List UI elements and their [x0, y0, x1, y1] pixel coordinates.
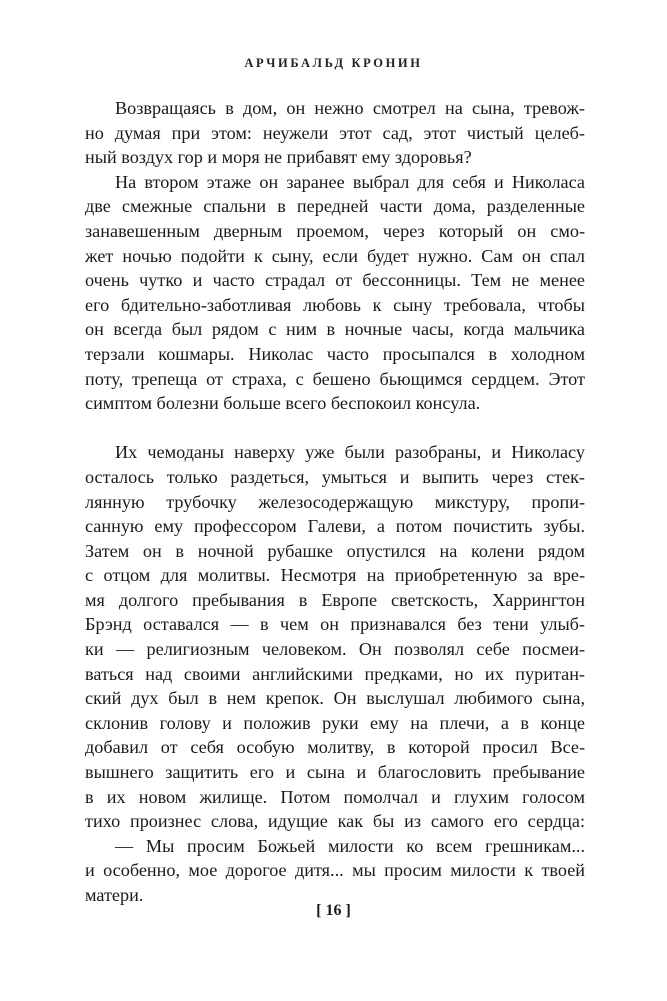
text-line: мя долгого пребывания в Европе светскость, Харрингтон — [85, 589, 585, 610]
text-line: ваться над своими английскими предками, но их пуритан- — [85, 663, 585, 684]
body-text — [85, 96, 585, 908]
text-line: На втором этаже он заранее выбрал для себя и Николаса — [115, 171, 585, 192]
text-line: он всегда был рядом с ним в ночные часы, когда мальчика — [85, 319, 585, 340]
text-line: но думая при этом: неужели этот сад, этот чистый целеб- — [85, 122, 585, 143]
text-line: в их новом жилище. Потом помолчал и глухим голосом — [85, 786, 585, 807]
text-line: матери. — [85, 885, 144, 905]
text-line: вышнего защитить его и сына и благословить пребывание — [85, 762, 585, 783]
text-line: ский дух был в нем крепок. Он выслушал любимого сына, — [85, 688, 585, 709]
text-line: жет ночью подойти к сыну, если будет нужно. Сам он спал — [85, 245, 585, 266]
running-head: АРЧИБАЛЬД КРОНИН — [244, 56, 423, 70]
text-line: и особенно, мое дорогое дитя... мы просим милости к твоей — [85, 860, 585, 881]
text-line: санную ему профессором Галеви, а потом почистить зубы. — [85, 516, 585, 537]
text-line: симптом болезни больше всего беспокоил консула. — [85, 393, 481, 414]
text-line: занавешенным дверным проемом, через который он смо- — [85, 220, 585, 241]
text-line: тихо произнес слова, идущие как бы из самого его сердца: — [85, 811, 585, 832]
text-line: добавил от себя особую молитву, в которой просил Все- — [85, 737, 585, 758]
text-line: с отцом для молитвы. Несмотря на приобретенную за вре- — [85, 565, 585, 586]
text-line: лянную трубочку железосодержащую микстуру, пропи- — [85, 491, 585, 512]
text-line: очень чутко и часто страдал от бессонницы. Тем не менее — [85, 270, 585, 291]
text-line: ки — религиозным человеком. Он позволял себе посмеи- — [85, 639, 585, 660]
text-line: осталось только раздеться, умыться и выпить через стек- — [85, 466, 585, 487]
section-break — [85, 416, 585, 441]
text-line: две смежные спальни в передней части дома, разделенные — [85, 196, 585, 217]
text-line: Возвращаясь в дом, он нежно смотрел на сына, тревож- — [115, 98, 585, 118]
page-number: [ 16 ] — [316, 902, 351, 919]
text-line: поту, трепеща от страха, с бешено бьющимся сердцем. Этот — [85, 368, 585, 389]
text-line: — Мы просим Божьей милости ко всем грешникам... — [115, 835, 585, 856]
text-line: Брэнд оставался — в чем он признавался без тени улыб- — [85, 614, 585, 635]
text-line: Затем он в ночной рубашке опустился на колени рядом — [85, 540, 585, 561]
text-line: его бдительно-заботливая любовь к сыну требовала, чтобы — [85, 294, 585, 315]
text-line: Их чемоданы наверху уже были разобраны, и Николасу — [115, 442, 585, 463]
text-line: склонив голову и положив руки ему на плечи, а в конце — [85, 712, 585, 733]
text-line: ный воздух гор и моря не прибавят ему здоровья? — [85, 147, 472, 168]
text-line: терзали кошмары. Николас часто просыпался в холодном — [85, 343, 585, 364]
